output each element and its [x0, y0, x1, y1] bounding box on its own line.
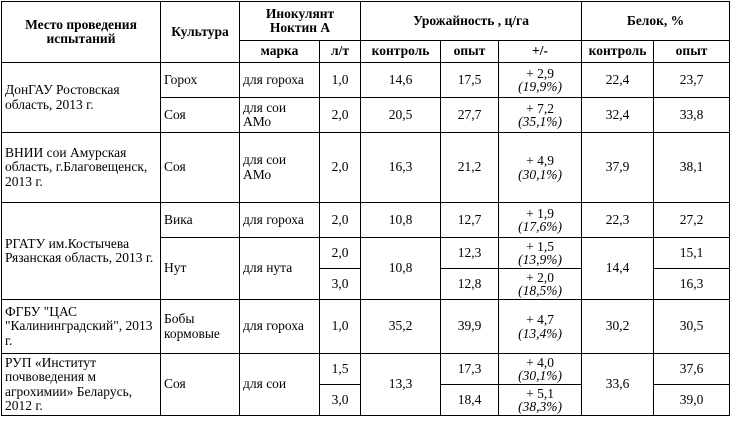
protein-trial-cell: 37,6: [654, 354, 730, 385]
yield-trial-cell: 18,4: [441, 385, 499, 416]
yield-control-cell: 10,8: [361, 203, 441, 238]
dose-cell: 3,0: [320, 269, 361, 300]
protein-trial-cell: 30,5: [654, 300, 730, 354]
diff-percent: (13,9%): [518, 252, 562, 267]
diff-value: + 1,9: [526, 205, 554, 221]
protein-trial-cell: 23,7: [654, 63, 730, 98]
header-yield: Урожайность , ц/га: [361, 2, 582, 41]
diff-percent: (19,9%): [518, 79, 562, 94]
yield-diff-cell: [499, 133, 582, 203]
brand-cell: для сои: [240, 354, 320, 416]
subheader-yield-trial: опыт: [441, 41, 499, 63]
culture-cell: Вика: [161, 203, 240, 238]
header-culture: Культура: [161, 2, 240, 63]
trial-results-table: [1, 1, 730, 416]
brand-cell: для гороха: [240, 300, 320, 354]
place-cell: ФГБУ "ЦАС "Калининградский", 2013 г.: [2, 300, 161, 354]
subheader-yield-diff: +/-: [499, 41, 582, 63]
yield-trial-cell: 12,7: [441, 203, 499, 238]
subheader-dose: л/т: [320, 41, 361, 63]
diff-percent: (30,1%): [518, 368, 562, 383]
brand-cell: для сои АМо: [240, 98, 320, 133]
diff-value: + 4,9: [526, 153, 554, 168]
culture-cell: Соя: [161, 133, 240, 203]
brand-cell: для нута: [240, 238, 320, 300]
dose-cell: 1,0: [320, 63, 361, 98]
diff-percent: (38,3%): [518, 399, 562, 414]
subheader-protein-control: контроль: [582, 41, 654, 63]
yield-trial-cell: 27,7: [441, 98, 499, 133]
place-cell: ДонГАУ Ростовская область, 2013 г.: [2, 63, 161, 133]
dose-cell: 1,5: [320, 354, 361, 385]
culture-cell: Горох: [161, 63, 240, 98]
protein-trial-cell: 27,2: [654, 203, 730, 238]
table-row: [2, 63, 730, 98]
subheader-yield-control: контроль: [361, 41, 441, 63]
place-cell: РГАТУ им.Костычева Рязанская область, 2013 г.: [2, 203, 161, 300]
yield-control-cell: 13,3: [361, 354, 441, 416]
yield-diff-cell: [499, 63, 582, 98]
brand-cell: для сои АМо: [240, 133, 320, 203]
dose-cell: 2,0: [320, 98, 361, 133]
protein-control-cell: 33,6: [582, 354, 654, 416]
subheader-protein-trial: опыт: [654, 41, 730, 63]
protein-trial-cell: 39,0: [654, 385, 730, 416]
protein-control-cell: 37,9: [582, 133, 654, 203]
table-row: [2, 354, 730, 385]
yield-diff-cell: [499, 203, 582, 238]
table-header-row: [2, 2, 730, 41]
dose-cell: 3,0: [320, 385, 361, 416]
header-place: Место проведения испытаний: [2, 2, 161, 63]
yield-trial-cell: 17,3: [441, 354, 499, 385]
yield-diff-cell: [499, 98, 582, 133]
protein-trial-cell: 16,3: [654, 269, 730, 300]
brand-cell: для гороха: [240, 63, 320, 98]
subheader-brand: марка: [240, 41, 320, 63]
protein-control-cell: 30,2: [582, 300, 654, 354]
dose-cell: 2,0: [320, 203, 361, 238]
protein-control-cell: 22,3: [582, 203, 654, 238]
protein-trial-cell: 33,8: [654, 98, 730, 133]
yield-diff-cell: [499, 354, 582, 385]
table-row: [2, 300, 730, 354]
diff-value: + 5,1: [526, 385, 554, 401]
diff-percent: (17,6%): [518, 219, 562, 234]
dose-cell: 1,0: [320, 300, 361, 354]
diff-percent: (35,1%): [518, 114, 562, 129]
protein-trial-cell: 38,1: [654, 133, 730, 203]
diff-value: + 2,9: [526, 65, 554, 81]
protein-control-cell: 14,4: [582, 238, 654, 300]
protein-control-cell: 22,4: [582, 63, 654, 98]
yield-trial-cell: 12,3: [441, 238, 499, 269]
diff-value: + 7,2: [526, 100, 554, 116]
yield-control-cell: 10,8: [361, 238, 441, 300]
place-cell: ВНИИ сои Амурская область, г.Благовещенск, 2013 г.: [2, 133, 161, 203]
header-protein: Белок, %: [582, 2, 730, 41]
yield-diff-cell: [499, 300, 582, 354]
yield-trial-cell: 12,8: [441, 269, 499, 300]
culture-cell: Бобы кормовые: [161, 300, 240, 354]
yield-control-cell: 20,5: [361, 98, 441, 133]
diff-value: + 4,7: [526, 312, 554, 327]
yield-trial-cell: 39,9: [441, 300, 499, 354]
header-inoculant: Инокулянт Ноктин А: [240, 2, 361, 41]
yield-diff-cell: [499, 238, 582, 269]
culture-cell: Нут: [161, 238, 240, 300]
brand-cell: для гороха: [240, 203, 320, 238]
dose-cell: 2,0: [320, 238, 361, 269]
place-cell: РУП «Институт почвоведения м агрохимии» Беларусь, 2012 г.: [2, 354, 161, 416]
diff-value: + 1,5: [526, 238, 554, 254]
dose-cell: 2,0: [320, 133, 361, 203]
diff-percent: (13,4%): [518, 325, 562, 341]
culture-cell: Соя: [161, 354, 240, 416]
culture-cell: Соя: [161, 98, 240, 133]
protein-trial-cell: 15,1: [654, 238, 730, 269]
yield-trial-cell: 21,2: [441, 133, 499, 203]
yield-control-cell: 16,3: [361, 133, 441, 203]
protein-control-cell: 32,4: [582, 98, 654, 133]
yield-diff-cell: [499, 269, 582, 300]
yield-control-cell: 35,2: [361, 300, 441, 354]
diff-percent: (30,1%): [518, 166, 562, 182]
yield-trial-cell: 17,5: [441, 63, 499, 98]
yield-diff-cell: [499, 385, 582, 416]
diff-value: + 4,0: [526, 354, 554, 370]
yield-control-cell: 14,6: [361, 63, 441, 98]
diff-value: + 2,0: [526, 269, 554, 285]
table-row: [2, 203, 730, 238]
table-row: [2, 133, 730, 203]
diff-percent: (18,5%): [518, 283, 562, 298]
